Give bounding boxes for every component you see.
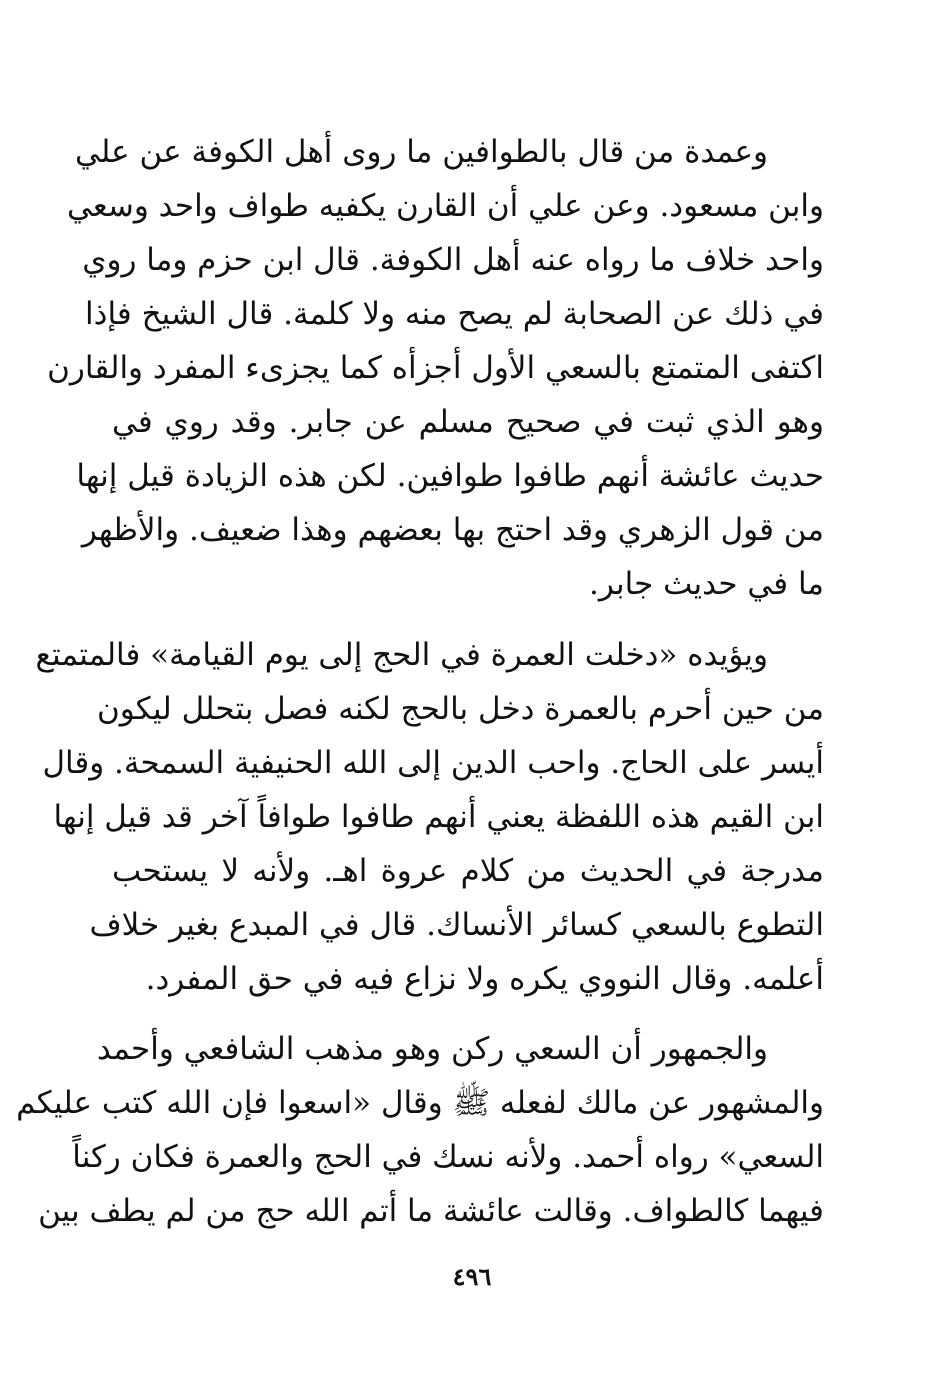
text-line: السعي» رواه أحمد. ولأنه نسك في الحج والعمرة فكان ركناً <box>72 1139 824 1175</box>
text-line: اكتفى المتمتع بالسعي الأول أجزأه كما يجزىء المفرد والقارن <box>47 350 824 386</box>
text-line: ما في حديث جابر. <box>589 566 824 602</box>
text-line: والمشهور عن مالك لفعله ﷺ وقال «اسعوا فإن الله كتب عليكم <box>16 1085 824 1121</box>
text-line: مدرجة في الحديث من كلام عروة اهـ. ولأنه لا يستحب <box>112 853 824 889</box>
text-line: حديث عائشة أنهم طافوا طوافين. لكن هذه الزيادة قيل إنها <box>76 458 824 494</box>
text-line: ابن القيم هذه اللفظة يعني أنهم طافوا طوافاً آخر قد قيل إنها <box>53 799 824 835</box>
text-line: والجمهور أن السعي ركن وهو مذهب الشافعي وأحمد <box>96 1031 768 1067</box>
paragraph-2 <box>35 628 824 1006</box>
text-line: وهو الذي ثبت في صحيح مسلم عن جابر. وقد روي في <box>112 404 824 440</box>
page-number: ٤٩٦ <box>452 1262 492 1291</box>
text-line: من قول الزهري وقد احتج بها بعضهم وهذا ضعيف. والأظهر <box>81 512 824 548</box>
text-line: وابن مسعود. وعن علي أن القارن يكفيه طواف واحد وسعي <box>67 188 824 224</box>
text-line: فيهما كالطواف. وقالت عائشة ما أتم الله حج من لم يطف بين <box>38 1193 824 1229</box>
text-line: واحد خلاف ما رواه عنه أهل الكوفة. قال ابن حزم وما روي <box>82 242 824 278</box>
text-line: من حين أحرم بالعمرة دخل بالحج لكنه فصل بتحلل ليكون <box>97 691 824 727</box>
text-line: ويؤيده «دخلت العمرة في الحج إلى يوم القيامة» فالمتمتع <box>35 637 768 673</box>
text-line: في ذلك عن الصحابة لم يصح منه ولا كلمة. قال الشيخ فإذا <box>85 296 824 332</box>
text-line: وعمدة من قال بالطوافين ما روى أهل الكوفة عن علي <box>75 134 768 170</box>
text-line: أيسر على الحاج. واحب الدين إلى الله الحنيفية السمحة. وقال <box>42 745 824 781</box>
text-line: أعلمه. وقال النووي يكره ولا نزاع فيه في حق المفرد. <box>145 961 824 997</box>
paragraph-1 <box>47 125 824 611</box>
text-line: التطوع بالسعي كسائر الأنساك. قال في المبدع بغير خلاف <box>89 907 824 943</box>
paragraph-3 <box>16 1022 824 1238</box>
